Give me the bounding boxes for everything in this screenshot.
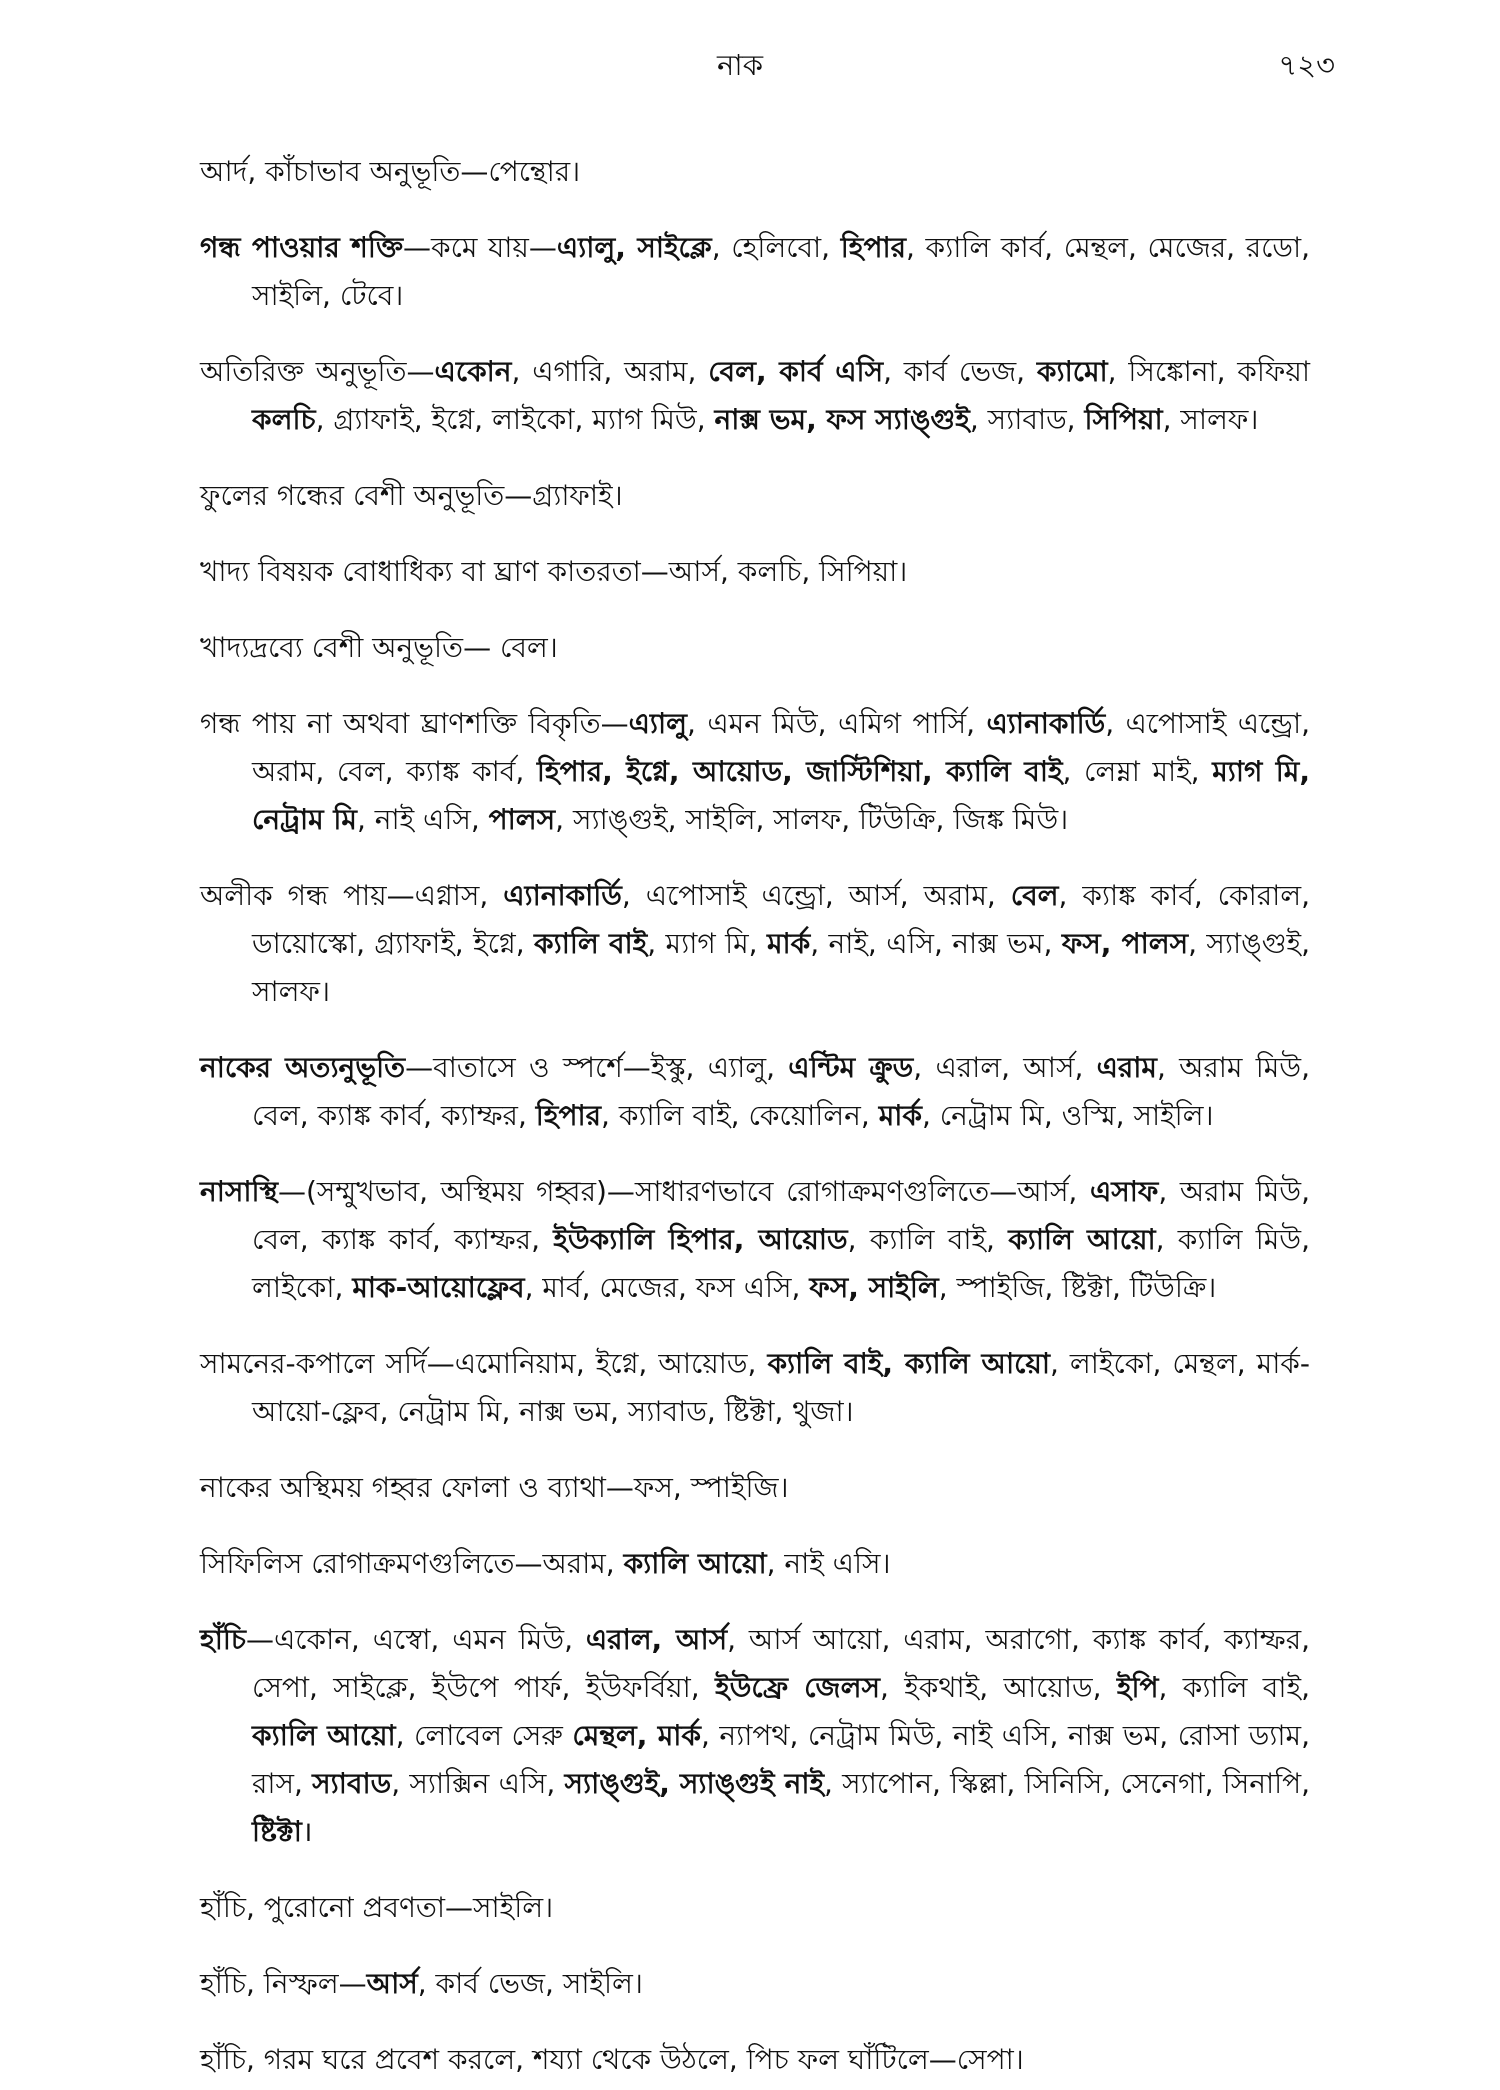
remedy-bold: হিপার — [535, 1099, 602, 1132]
entry-text: , আর্স আয়ো, এরাম, অরাগো, ক্যাঙ্ক কার্ব, ক্যাম্ফর, সেপা, সাইক্লে, ইউপে পার্ফ, ইউফর্বিয়া, — [252, 1623, 1310, 1704]
entry-text: , অরাম মিউ, বেল, ক্যাঙ্ক কার্ব, ক্যাম্ফর, — [252, 1051, 1310, 1132]
remedy-bold: এ্যানাকার্ডি — [986, 707, 1106, 740]
remedy-bold: একোন — [434, 355, 512, 388]
entry-text: , এপোসাই এন্ড্রো, অরাম, বেল, ক্যাঙ্ক কার্ব, — [252, 707, 1310, 788]
entry-text: —একোন, এস্বো, এমন মিউ, — [245, 1623, 586, 1656]
entry-text: , ক্যালি কার্ব, মেন্থল, মেজের, রডো, সাইলি, টেবে। — [252, 231, 1310, 312]
entry-paragraph — [200, 1464, 1310, 1512]
remedy-bold: ক্যালি আয়ো — [252, 1719, 396, 1752]
remedy-bold: এরাম — [1096, 1051, 1157, 1084]
entry-text: , স্যাবাড, — [969, 403, 1085, 436]
remedy-bold: পালস — [488, 803, 556, 836]
entry-text: হাঁচি, গরম ঘরে প্রবেশ করলে, শয্যা থেকে উঠলে, পিচ ফল ঘাঁটিলে—সেপা। — [200, 2043, 1024, 2076]
entry-text: , লোবেল সেরু — [395, 1719, 573, 1752]
remedy-bold: হাঁচি — [200, 1623, 246, 1656]
entry-text: , ক্যালি বাই, — [847, 1223, 1009, 1256]
entry-text: , স্পাইজি, ষ্টিক্টা, টিউক্রি। — [938, 1271, 1217, 1304]
entry-text: খাদ্যদ্রব্যে বেশী অনুভূতি— বেল। — [200, 631, 558, 664]
entry-paragraph — [200, 1340, 1310, 1436]
entry-paragraph — [200, 1540, 1310, 1588]
remedy-bold: ক্যামো — [1036, 355, 1108, 388]
entry-paragraph — [200, 224, 1310, 320]
entry-text: —(সম্মুখভাব, অস্থিময় গহ্বর)—সাধারণভাবে রোগাক্রমণগুলিতে—আর্স, — [278, 1175, 1090, 1208]
remedy-bold: কলচি — [252, 403, 316, 436]
running-head — [0, 40, 1500, 90]
remedy-bold: এসাফ — [1089, 1175, 1159, 1208]
entry-paragraph — [200, 548, 1310, 596]
entry-text: , অরাম মিউ, বেল, ক্যাঙ্ক কার্ব, ক্যাম্ফর, — [252, 1175, 1310, 1256]
entry-text: , সালফ। — [1162, 403, 1259, 436]
remedy-bold: হিপার, ইগ্নে, আয়োড, জাস্টিশিয়া, ক্যালি বাই — [536, 755, 1063, 788]
entry-paragraph — [200, 1044, 1310, 1140]
entry-text: । — [301, 1815, 313, 1848]
entry-text: , কার্ব ভেজ, — [883, 355, 1037, 388]
remedy-bold: ষ্টিক্টা — [252, 1815, 302, 1848]
entry-text: গন্ধ পায় না অথবা ঘ্রাণশক্তি বিকৃতি— — [200, 707, 629, 740]
entry-text: , গ্র্যাফাই, ইগ্নে, লাইকো, ম্যাগ মিউ, — [315, 403, 715, 436]
running-title: নাক — [716, 48, 763, 82]
entry-text: আর্দ, কাঁচাভাব অনুভূতি—পেন্থোর। — [200, 155, 581, 188]
entry-text: , ক্যালি বাই, — [1158, 1671, 1310, 1704]
entry-text: নাকের অস্থিময় গহ্বর ফোলা ও ব্যাথা—ফস, স্পাইজি। — [200, 1471, 789, 1504]
entry-text: —বাতাসে ও স্পর্শে—ইস্কু, এ্যালু, — [405, 1051, 789, 1084]
entry-paragraph — [200, 348, 1310, 444]
entry-text: , ক্যাঙ্ক কার্ব, কোরাল, ডায়োস্কো, গ্র্যাফাই, ইগ্নে, — [252, 879, 1311, 960]
entry-text: ফুলের গন্ধের বেশী অনুভূতি—গ্র্যাফাই। — [200, 479, 623, 512]
entry-text: , নেট্রাম মি, ওস্মি, সাইলি। — [921, 1099, 1214, 1132]
remedy-bold: এ্যানাকার্ডি — [503, 879, 622, 912]
remedy-bold: ইপি — [1116, 1671, 1159, 1704]
entry-text: , কার্ব ভেজ, সাইলি। — [417, 1967, 643, 2000]
entry-text: , ক্যালি মিউ, লাইকো, — [252, 1223, 1310, 1304]
remedy-bold: স্যাবাড — [312, 1767, 392, 1800]
entry-text: , ম্যাগ মি, — [647, 927, 767, 960]
remedy-bold: এন্টিম ক্রুড — [788, 1051, 914, 1084]
remedy-bold: মেন্থল, মার্ক — [572, 1719, 701, 1752]
remedy-bold: সিপিয়া — [1084, 403, 1163, 436]
entry-text: , এমন মিউ, এমিগ পার্সি, — [687, 707, 987, 740]
entry-paragraph — [200, 1168, 1310, 1312]
remedy-bold: বেল, কার্ব এসি — [708, 355, 884, 388]
entry-text: , ইকথাই, আয়োড, — [879, 1671, 1117, 1704]
remedy-bold: হিপার — [840, 231, 906, 264]
entry-text: হাঁচি, নিস্ফল— — [200, 1967, 367, 2000]
remedy-bold: স্যাঙ্গুই, স্যাঙ্গুই নাই — [564, 1767, 825, 1800]
remedy-bold: এরাল, আর্স — [585, 1623, 728, 1656]
entry-text: , এরাল, আর্স, — [913, 1051, 1097, 1084]
remedy-bold: আর্স — [366, 1967, 418, 2000]
entry-text: , এপোসাই এন্ড্রো, আর্স, অরাম, — [621, 879, 1011, 912]
remedy-bold: নাসাস্থি — [200, 1175, 278, 1208]
entry-text: , মার্ব, মেজের, ফস এসি, — [524, 1271, 810, 1304]
entry-paragraph — [200, 1884, 1310, 1932]
entry-text: , স্যাঙ্গুই, সালফ। — [252, 927, 1311, 1008]
entry-text: , স্যাক্সিন এসি, — [391, 1767, 565, 1800]
remedy-bold: গন্ধ পাওয়ার শক্তি — [200, 231, 404, 264]
remedy-bold: ফস, সাইলি — [809, 1271, 939, 1304]
remedy-bold: এ্যালু, সাইক্লে — [556, 231, 712, 264]
remedy-bold: ক্যালি আয়ো — [1008, 1223, 1156, 1256]
entry-text: , ক্যালি বাই, কেয়োলিন, — [601, 1099, 879, 1132]
remedy-bold: এ্যালু — [628, 707, 688, 740]
remedy-bold: মার্ক — [766, 927, 811, 960]
entry-paragraph — [200, 624, 1310, 672]
entry-text: , লাইকো, মেন্থল, মার্ক-আয়ো-ফ্লেব, নেট্রাম মি, নাক্স ভম, স্যাবাড, ষ্টিক্টা, থুজা। — [252, 1347, 1310, 1428]
entry-paragraph — [200, 700, 1310, 844]
remedy-bold: ম্যাগ মি, নেট্রাম মি — [252, 755, 1310, 836]
remedy-bold: ক্যালি বাই, ক্যালি আয়ো — [767, 1347, 1050, 1380]
entry-text: সামনের-কপালে সর্দি—এমোনিয়াম, ইগ্নে, আয়োড, — [200, 1347, 768, 1380]
remedy-bold: বেল — [1010, 879, 1059, 912]
entry-text: , নাই এসি, — [356, 803, 489, 836]
remedy-bold: মার্ক — [878, 1099, 922, 1132]
entry-paragraph — [200, 472, 1310, 520]
entry-text: হাঁচি, পুরোনো প্রবণতা—সাইলি। — [200, 1891, 554, 1924]
remedy-bold: নাকের অত্যনুভূতি — [200, 1051, 406, 1084]
entry-text: , নাই এসি। — [766, 1547, 891, 1580]
entry-text: , ন্যাপথ, নেট্রাম মিউ, নাই এসি, নাক্স ভম, রোসা ড্যাম, রাস, — [252, 1719, 1310, 1800]
remedy-bold: ফস, পালস — [1061, 927, 1189, 960]
remedy-bold: ক্যালি আয়ো — [623, 1547, 767, 1580]
remedy-bold: ক্যালি বাই — [534, 927, 648, 960]
remedy-bold: নাক্স ভম, ফস স্যাঙ্গুই — [714, 403, 970, 436]
entry-text: , এগারি, অরাম, — [511, 355, 709, 388]
entry-text: , স্যাঙ্গুই, সাইলি, সালফ, টিউক্রি, জিঙ্ক মিউ। — [555, 803, 1069, 836]
entry-paragraph — [200, 1616, 1310, 1856]
entry-text: সিফিলিস রোগাক্রমণগুলিতে—অরাম, — [200, 1547, 624, 1580]
remedy-bold: ইউফ্রে জেলস — [715, 1671, 880, 1704]
entry-text: , নাই, এসি, নাক্স ভম, — [810, 927, 1062, 960]
entry-text: , সিঙ্কোনা, কফিয়া — [1107, 355, 1310, 388]
entry-paragraph — [200, 1960, 1310, 2008]
entry-paragraph — [200, 2036, 1310, 2084]
entry-text: অলীক গন্ধ পায়—এগ্নাস, — [200, 879, 504, 912]
entry-paragraph — [200, 148, 1310, 196]
entry-text: , লেম্না মাই, — [1062, 755, 1213, 788]
entry-text: —কমে যায়— — [403, 231, 557, 264]
remedy-bold: ইউক্যালি হিপার, আয়োড — [553, 1223, 848, 1256]
entry-text: খাদ্য বিষয়ক বোধাধিক্য বা ঘ্রাণ কাতরতা—আর্স, কলচি, সিপিয়া। — [200, 555, 908, 588]
entry-text: অতিরিক্ত অনুভূতি— — [200, 355, 435, 388]
entry-text: , হেলিবো, — [711, 231, 841, 264]
remedy-bold: মাক-আয়োফ্লেব — [352, 1271, 525, 1304]
entry-text: , স্যাপোন, স্কিল্লা, সিনিসি, সেনেগা, সিনাপি, — [824, 1767, 1310, 1800]
entry-paragraph — [200, 872, 1310, 1016]
entry-list — [200, 120, 1310, 2090]
page-number: ৭২৩ — [1278, 48, 1335, 82]
